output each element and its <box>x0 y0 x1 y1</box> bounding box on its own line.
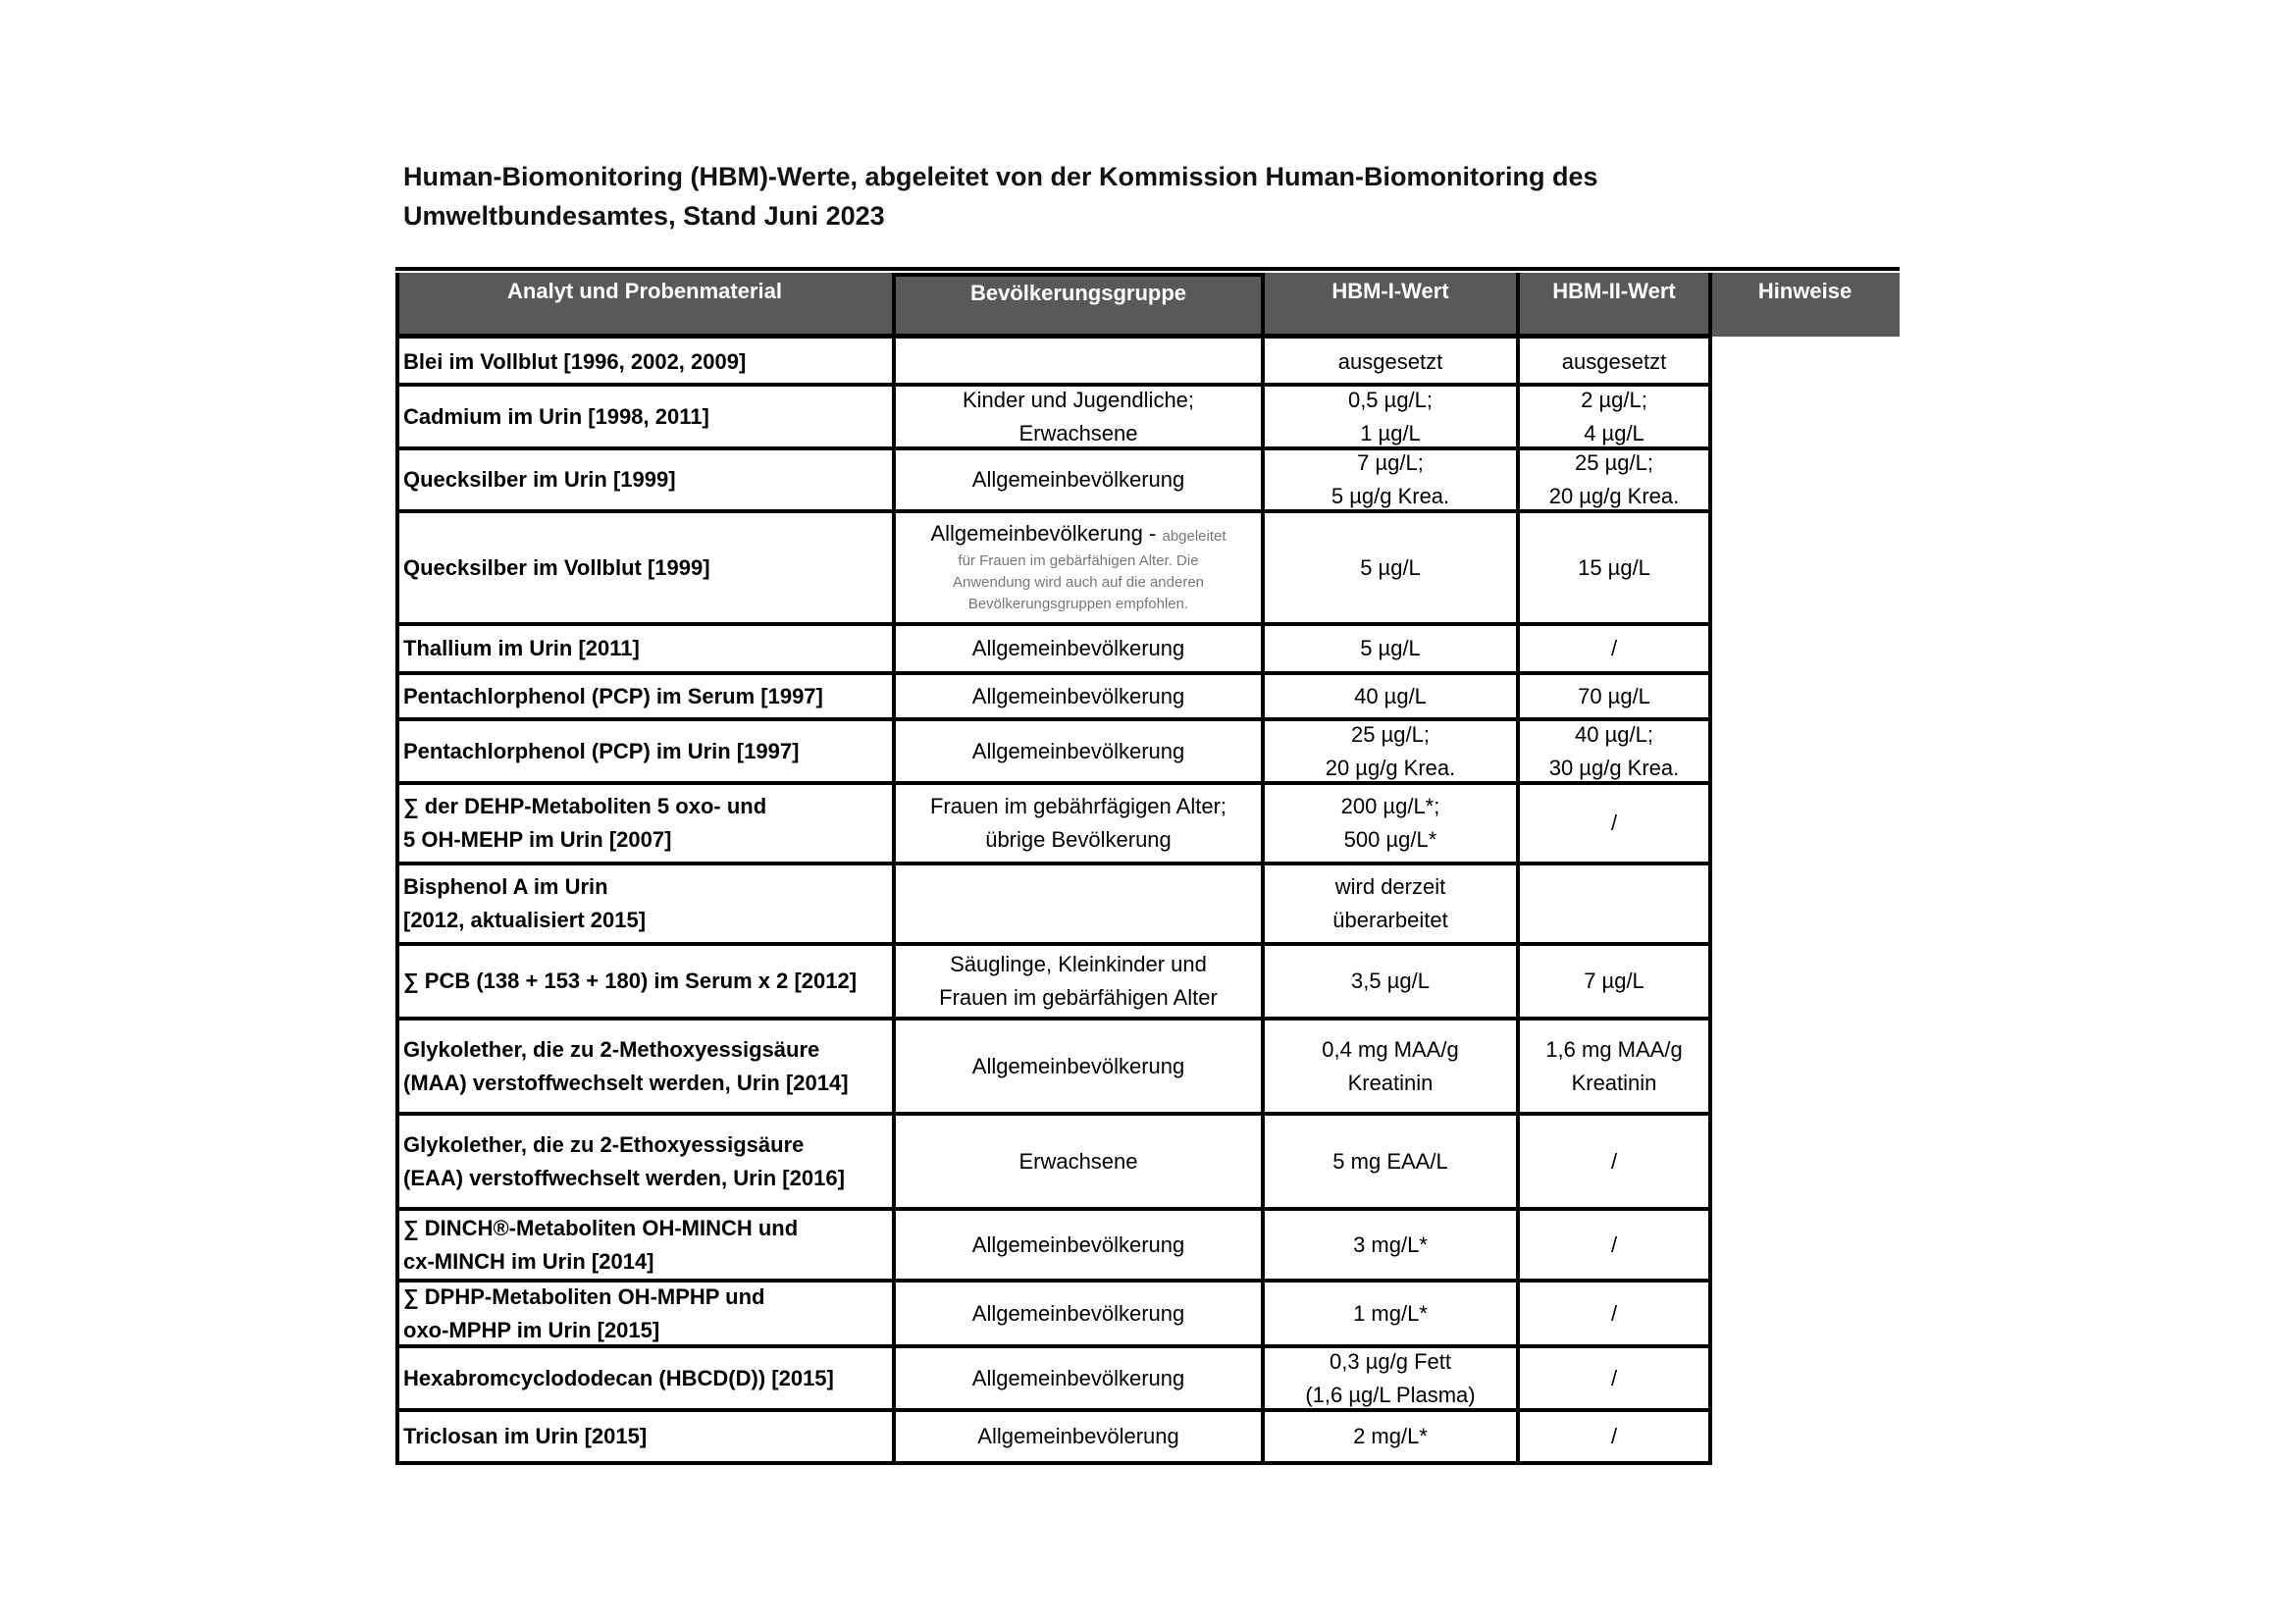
cell-analyt <box>399 1348 890 1408</box>
cell-text: 25 µg/L; <box>1351 721 1430 747</box>
cell-text: / <box>1610 1148 1618 1174</box>
cell-hbm2 <box>1522 946 1706 1017</box>
header-divider <box>1516 273 1520 338</box>
cell-text: Allgemeinbevölkerung <box>971 683 1185 708</box>
header-bottom-rule <box>395 334 1710 339</box>
cell-hbm1 <box>1267 1021 1514 1112</box>
cell-text: ∑ DPHP-Metaboliten OH-MPHP und <box>403 1283 765 1309</box>
cell-gruppe <box>898 387 1259 446</box>
cell-text: / <box>1610 1300 1618 1326</box>
cell-hbm2 <box>1522 675 1706 717</box>
cell-text: 2 mg/L* <box>1353 1424 1428 1448</box>
cell-text: Hexabromcyclododecan (HBCD(D)) [2015] <box>403 1365 834 1390</box>
cell-text: 5 µg/L <box>1360 554 1421 580</box>
cell-hbm2 <box>1522 1283 1706 1344</box>
cell-text: Triclosan im Urin [2015] <box>403 1424 648 1448</box>
cell-text: ausgesetzt <box>1561 348 1667 374</box>
cell-hbm1 <box>1267 340 1514 383</box>
table-top-rule <box>395 267 1900 271</box>
cell-text: cx-MINCH im Urin [2014] <box>403 1248 654 1274</box>
cell-text: Kreatinin <box>1571 1070 1657 1095</box>
cell-gruppe <box>898 1211 1259 1279</box>
cell-hbm1 <box>1267 865 1514 942</box>
cell-analyt <box>399 785 890 862</box>
document-title <box>403 157 1777 236</box>
cell-text: Thallium im Urin [2011] <box>403 636 640 660</box>
cell-text: 5 mg EAA/L <box>1332 1148 1448 1174</box>
cell-hbm2 <box>1522 1412 1706 1461</box>
cell-gruppe <box>898 721 1259 781</box>
cell-hbm2 <box>1522 1211 1706 1279</box>
cell-text: / <box>1610 1365 1618 1390</box>
cell-text: Quecksilber im Vollblut [1999] <box>403 554 710 580</box>
cell-text: / <box>1610 1231 1618 1257</box>
cell-analyt <box>399 721 890 781</box>
cell-text: ∑ DINCH®-Metaboliten OH-MINCH und <box>403 1215 799 1240</box>
cell-analyt <box>399 340 890 383</box>
cell-text: Allgemeinbevölkerung <box>971 1053 1185 1078</box>
cell-analyt <box>399 1211 890 1279</box>
header-divider <box>1708 273 1712 338</box>
grid-line <box>892 337 896 1465</box>
cell-analyt <box>399 1283 890 1344</box>
cell-text: 40 µg/L; <box>1575 721 1653 747</box>
cell-text: 1 mg/L* <box>1353 1300 1428 1326</box>
header-analyt: Analyt und Probenmaterial <box>395 273 894 337</box>
cell-note: für Frauen im gebärfähigen Alter. Die <box>958 552 1199 569</box>
cell-note: Bevölkerungsgruppen empfohlen. <box>967 596 1189 612</box>
cell-text: Allgemeinbevölkerung <box>971 1365 1185 1390</box>
cell-text: Pentachlorphenol (PCP) im Urin [1997] <box>403 738 800 763</box>
cell-gruppe <box>898 785 1259 862</box>
cell-text: 70 µg/L <box>1578 683 1650 708</box>
cell-note: Anwendung wird auch auf die anderen <box>952 574 1205 591</box>
cell-text: 2 µg/L; <box>1581 387 1647 412</box>
cell-hbm2 <box>1522 1116 1706 1207</box>
cell-text: (EAA) verstoffwechselt werden, Urin [2016] <box>403 1165 845 1190</box>
cell-text: ∑ PCB (138 + 153 + 180) im Serum x 2 [2012] <box>403 969 858 993</box>
cell-hbm2 <box>1522 387 1706 446</box>
cell-hbm1 <box>1267 387 1514 446</box>
cell-analyt <box>399 1412 890 1461</box>
cell-text: / <box>1610 811 1618 835</box>
cell-gruppe <box>898 1348 1259 1408</box>
header-hinweise: Hinweise <box>1710 273 1900 337</box>
cell-text: Säuglinge, Kleinkinder und <box>950 952 1207 976</box>
header-divider <box>1261 273 1265 338</box>
cell-hbm1 <box>1267 1348 1514 1408</box>
grid-line <box>1708 337 1712 1465</box>
cell-text: 25 µg/L; <box>1575 450 1653 475</box>
cell-text: 0,3 µg/g Fett <box>1330 1348 1451 1374</box>
cell-analyt <box>399 1116 890 1207</box>
title-line-2: Umweltbundesamtes, Stand Juni 2023 <box>403 201 885 231</box>
cell-hbm2 <box>1522 785 1706 862</box>
header-divider <box>892 273 896 338</box>
header-hbm2: HBM-II-Wert <box>1518 273 1710 337</box>
cell-text: 3 mg/L* <box>1353 1231 1428 1257</box>
cell-text: oxo-MPHP im Urin [2015] <box>403 1317 660 1342</box>
cell-analyt <box>399 675 890 717</box>
cell-gruppe <box>898 1412 1259 1461</box>
cell-gruppe <box>898 675 1259 717</box>
cell-text: Allgemeinbevölkerung - <box>930 521 1157 546</box>
cell-text: / <box>1610 1424 1618 1448</box>
cell-analyt <box>399 946 890 1017</box>
cell-gruppe <box>898 340 1259 383</box>
cell-text: Glykolether, die zu 2-Ethoxyessigsäure <box>403 1131 805 1157</box>
cell-analyt <box>399 1021 890 1112</box>
cell-gruppe <box>898 1283 1259 1344</box>
cell-text: ∑ der DEHP-Metaboliten 5 oxo- und <box>403 794 767 818</box>
cell-text: übrige Bevölkerung <box>985 827 1172 852</box>
cell-text: Allgemeinbevölerung <box>977 1424 1179 1448</box>
cell-text: 20 µg/g Krea. <box>1548 484 1680 508</box>
cell-text: 0,5 µg/L; <box>1347 387 1434 412</box>
cell-text: 20 µg/g Krea. <box>1325 755 1456 780</box>
cell-hbm1 <box>1267 1211 1514 1279</box>
grid-line <box>1261 337 1265 1465</box>
cell-hbm1 <box>1267 450 1514 509</box>
cell-text: Quecksilber im Urin [1999] <box>403 467 676 492</box>
cell-analyt <box>399 450 890 509</box>
cell-hbm1 <box>1267 785 1514 862</box>
cell-text: Glykolether, die zu 2-Methoxyessigsäure <box>403 1036 820 1062</box>
cell-hbm2 <box>1522 626 1706 671</box>
cell-text: 0,4 mg MAA/g <box>1322 1036 1459 1062</box>
cell-text: (1,6 µg/L Plasma) <box>1305 1382 1476 1407</box>
cell-gruppe <box>898 626 1259 671</box>
cell-text: (MAA) verstoffwechselt werden, Urin [2014] <box>403 1070 849 1095</box>
cell-text: [2012, aktualisiert 2015] <box>403 908 647 932</box>
cell-text: Allgemeinbevölkerung <box>971 1300 1185 1326</box>
cell-text: Kreatinin <box>1347 1070 1434 1095</box>
cell-text: Kinder und Jugendliche; <box>962 387 1195 412</box>
cell-hbm1 <box>1267 675 1514 717</box>
cell-text: 3,5 µg/L <box>1351 969 1430 993</box>
cell-hbm1 <box>1267 946 1514 1017</box>
cell-gruppe <box>898 513 1259 622</box>
grid-line <box>395 1461 1710 1465</box>
header-divider <box>395 273 399 338</box>
cell-text: Frauen im gebärfähigen Alter <box>939 985 1218 1010</box>
cell-gruppe <box>898 946 1259 1017</box>
cell-hbm2 <box>1522 1021 1706 1112</box>
cell-text: Allgemeinbevölkerung <box>971 636 1185 660</box>
cell-analyt <box>399 513 890 622</box>
cell-text: 1,6 mg MAA/g <box>1545 1036 1683 1062</box>
cell-analyt <box>399 865 890 942</box>
cell-analyt <box>399 626 890 671</box>
title-line-1: Human-Biomonitoring (HBM)-Werte, abgeleitet von der Kommission Human-Biomonitoring des <box>403 162 1598 191</box>
cell-text: Pentachlorphenol (PCP) im Serum [1997] <box>403 683 823 708</box>
cell-hbm2 <box>1522 721 1706 781</box>
cell-hbm2 <box>1522 513 1706 622</box>
cell-text: Blei im Vollblut [1996, 2002, 2009] <box>403 348 747 374</box>
cell-text: 500 µg/L* <box>1343 827 1437 852</box>
cell-hbm1 <box>1267 626 1514 671</box>
grid-line <box>1516 337 1520 1465</box>
cell-hbm1 <box>1267 1283 1514 1344</box>
cell-text: wird derzeit <box>1334 874 1446 899</box>
cell-text: Bisphenol A im Urin <box>403 874 608 899</box>
cell-hbm1 <box>1267 721 1514 781</box>
cell-text: 5 OH-MEHP im Urin [2007] <box>403 827 672 852</box>
cell-text: Frauen im gebährfägigen Alter; <box>929 794 1227 818</box>
cell-hbm2 <box>1522 450 1706 509</box>
cell-hbm2 <box>1522 865 1706 942</box>
cell-text: überarbeitet <box>1332 908 1448 932</box>
header-hbm1: HBM-I-Wert <box>1263 273 1518 337</box>
cell-text: Erwachsene <box>1018 420 1138 445</box>
cell-text: 30 µg/g Krea. <box>1548 755 1680 780</box>
cell-text: Allgemeinbevölkerung <box>971 1231 1185 1257</box>
cell-hbm2 <box>1522 1348 1706 1408</box>
cell-text: Allgemeinbevölkerung <box>971 738 1185 763</box>
cell-text: Allgemeinbevölkerung <box>971 467 1185 492</box>
cell-hbm2 <box>1522 340 1706 383</box>
cell-text: 5 µg/L <box>1360 636 1421 660</box>
cell-text: 5 µg/g Krea. <box>1331 484 1450 508</box>
cell-hbm1 <box>1267 1116 1514 1207</box>
cell-text: 7 µg/L <box>1584 969 1644 993</box>
cell-text: ausgesetzt <box>1337 348 1443 374</box>
cell-gruppe <box>898 1116 1259 1207</box>
cell-text: 4 µg/L <box>1584 420 1644 445</box>
cell-hbm1 <box>1267 1412 1514 1461</box>
cell-gruppe <box>898 1021 1259 1112</box>
cell-text: 15 µg/L <box>1578 554 1650 580</box>
header-gruppe: Bevölkerungsgruppe <box>894 273 1263 337</box>
cell-note: abgeleitet <box>1162 528 1226 545</box>
cell-text: 40 µg/L <box>1354 683 1427 708</box>
cell-text: / <box>1610 636 1618 660</box>
cell-hbm1 <box>1267 513 1514 622</box>
cell-text: 7 µg/L; <box>1357 450 1424 475</box>
cell-gruppe <box>898 450 1259 509</box>
cell-text: Erwachsene <box>1018 1148 1138 1174</box>
cell-gruppe <box>898 865 1259 942</box>
cell-text: Cadmium im Urin [1998, 2011] <box>403 403 709 429</box>
cell-text: 200 µg/L*; <box>1340 794 1440 818</box>
cell-text: 1 µg/L <box>1360 420 1421 445</box>
cell-analyt <box>399 387 890 446</box>
